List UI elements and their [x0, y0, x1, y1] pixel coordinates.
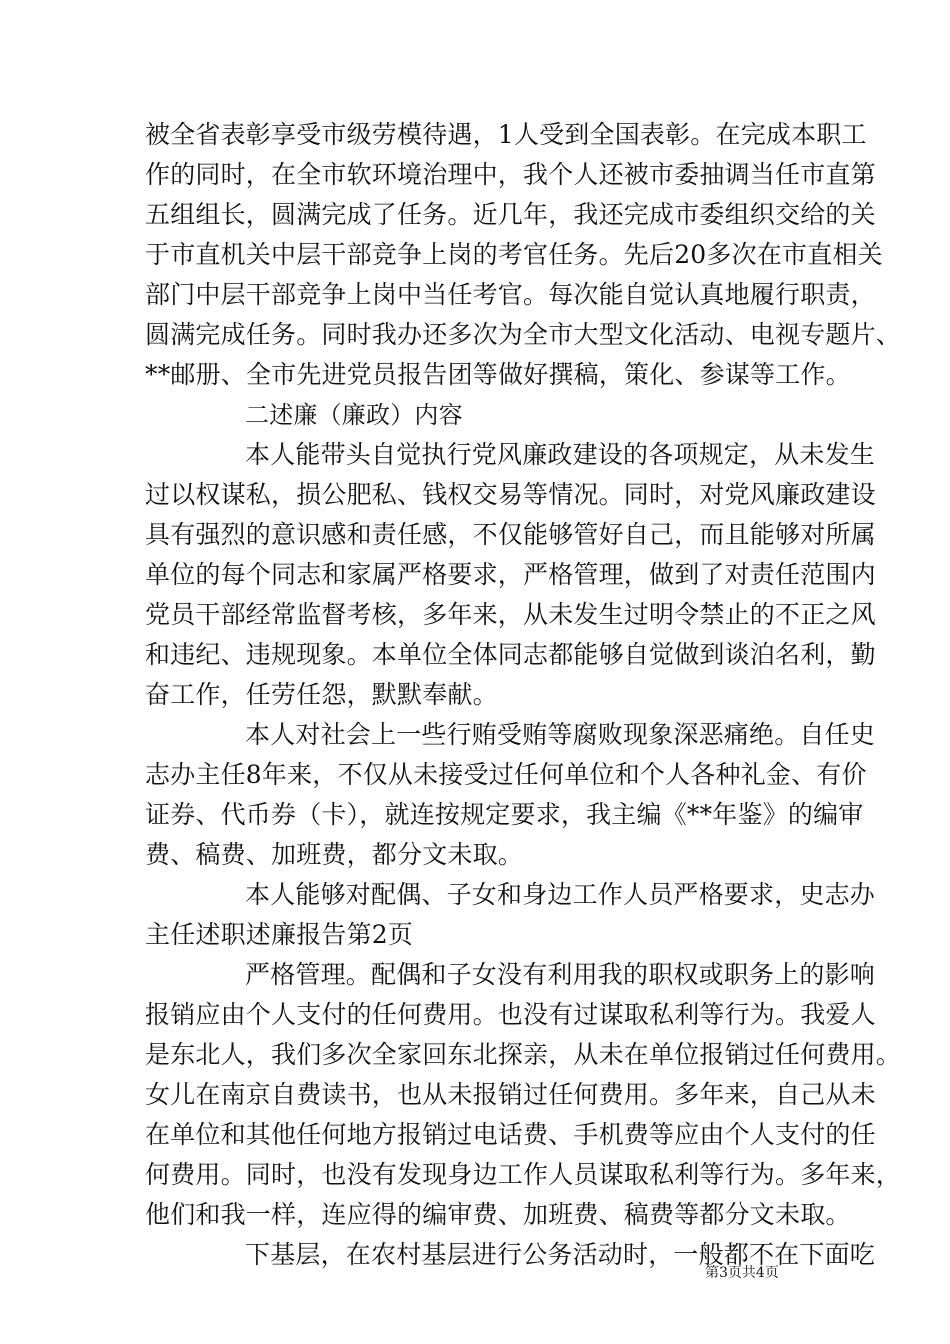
paragraph-first-line: 本人能带头自觉执行党风廉政建设的各项规定，从未发生 — [245, 440, 876, 469]
body-line: 报销应由个人支付的任何费用。也没有过谋取私利等行为。我爱人 — [145, 1000, 876, 1029]
body-line: **邮册、全市先进党员报告团等做好撰稿，策化、参谋等工作。 — [145, 360, 851, 389]
body-line: 何费用。同时，也没有发现身边工作人员谋取私利等行为。多年来， — [145, 1160, 902, 1189]
page-number-footer: 第3页共4页 — [705, 1265, 779, 1281]
body-line: 圆满完成任务。同时我办还多次为全市大型文化活动、电视专题片、 — [145, 320, 902, 349]
body-line: 过以权谋私，损公肥私、钱权交易等情况。同时，对党风廉政建设 — [145, 480, 876, 509]
body-line: 被全省表彰享受市级劳模待遇，1人受到全国表彰。在完成本职工 — [145, 120, 867, 149]
body-line: 女儿在南京自费读书，也从未报销过任何费用。多年来，自己从未 — [145, 1080, 876, 1109]
body-line: 证券、代币券（卡），就连按规定要求，我主编《**年鉴》的编审 — [145, 800, 864, 829]
body-line: 五组组长，圆满完成了任务。近几年，我还完成市委组织交给的关 — [145, 200, 876, 229]
body-line: 和违纪、违规现象。本单位全体同志都能够自觉做到谈泊名利，勤 — [145, 640, 876, 669]
body-line: 党员干部经常监督考核，多年来，从未发生过明令禁止的不正之风 — [145, 600, 876, 629]
section-heading: 二述廉（廉政）内容 — [245, 401, 463, 429]
paragraph-first-line: 下基层，在农村基层进行公务活动时，一般都不在下面吃 — [245, 1240, 876, 1269]
body-line: 主任述职述廉报告第2页 — [145, 920, 414, 949]
body-line: 他们和我一样，连应得的编审费、加班费、稿费等都分文未取。 — [145, 1200, 851, 1229]
body-line: 奋工作，任劳任怨，默默奉献。 — [145, 680, 498, 709]
paragraph-first-line: 严格管理。配偶和子女没有利用我的职权或职务上的影响 — [245, 960, 876, 989]
body-line: 具有强烈的意识感和责任感，不仅能够管好自己，而且能够对所属 — [145, 520, 876, 549]
body-line: 在单位和其他任何地方报销过电话费、手机费等应由个人支付的任 — [145, 1120, 876, 1149]
body-line: 是东北人，我们多次全家回东北探亲，从未在单位报销过任何费用。 — [145, 1040, 902, 1069]
body-line: 单位的每个同志和家属严格要求，严格管理，做到了对责任范围内 — [145, 560, 876, 589]
body-line: 费、稿费、加班费，都分文未取。 — [145, 840, 524, 869]
body-line: 于市直机关中层干部竞争上岗的考官任务。先后20多次在市直相关 — [145, 240, 883, 269]
body-line: 作的同时，在全市软环境治理中，我个人还被市委抽调当任市直第 — [145, 160, 876, 189]
paragraph-first-line: 本人对社会上一些行贿受贿等腐败现象深恶痛绝。自任史 — [245, 720, 876, 749]
paragraph-first-line: 本人能够对配偶、子女和身边工作人员严格要求，史志办 — [245, 880, 876, 909]
body-line: 志办主任8年来，不仅从未接受过任何单位和个人各种礼金、有价 — [145, 760, 867, 789]
body-line: 部门中层干部竞争上岗中当任考官。每次能自觉认真地履行职责， — [145, 280, 876, 309]
